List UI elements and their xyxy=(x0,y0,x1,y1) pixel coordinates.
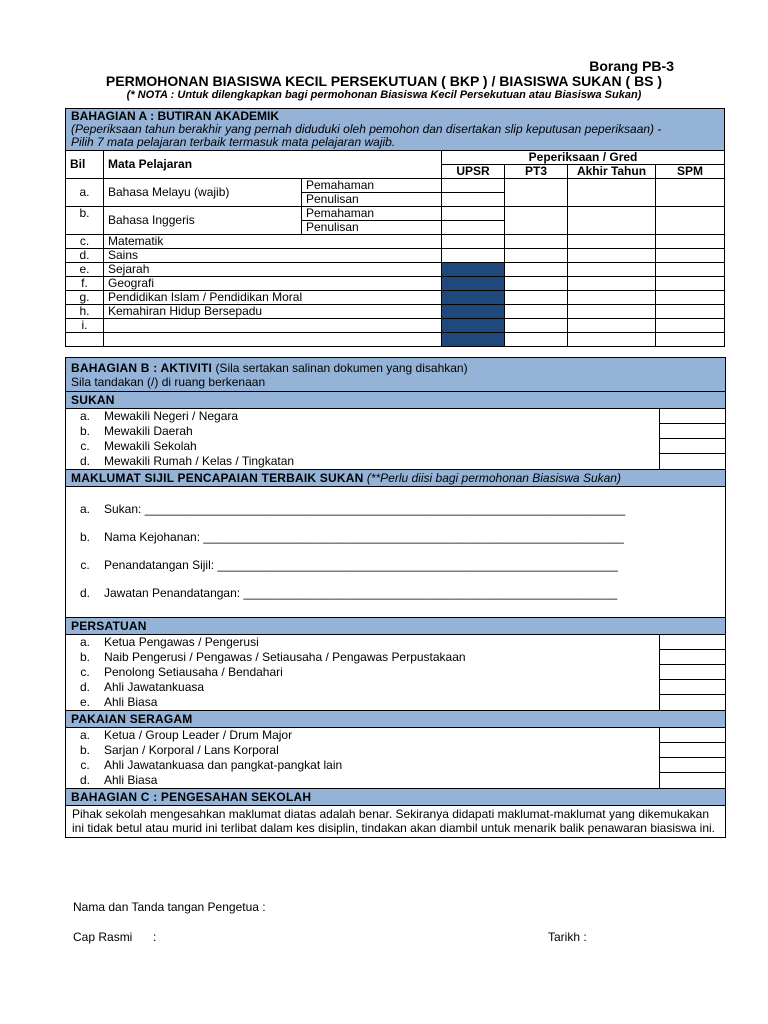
kejohanan-field[interactable]: Nama Kejohanan: _______________________________________________________________ xyxy=(104,530,624,544)
checkbox-column xyxy=(659,728,725,788)
section-a-desc-2: Pilih 7 mata pelajaran terbaik termasuk mata pelajaran wajib. xyxy=(71,135,396,149)
table-row: d. Sains xyxy=(66,249,725,263)
penandatangan-field[interactable]: Penandatangan Sijil: ____________________________________________________________ xyxy=(104,558,618,572)
section-b-instruction: Sila tandakan (/) di ruang berkenaan xyxy=(71,375,266,389)
table-row: Penulisan xyxy=(66,193,725,207)
list-item: e. Ahli Biasa xyxy=(79,695,158,709)
list-item: b. Nama Kejohanan: _______________________________________________________________ xyxy=(79,530,624,544)
check-box[interactable] xyxy=(660,758,725,773)
check-box[interactable] xyxy=(660,454,725,468)
list-item: c. Penolong Setiausaha / Bendahari xyxy=(80,665,283,679)
table-row: c. Matematik xyxy=(66,235,725,249)
grade-cell[interactable] xyxy=(656,207,725,235)
list-item: a. Ketua Pengawas / Pengerusi xyxy=(79,635,259,649)
list-item: b. Sarjan / Korporal / Lans Korporal xyxy=(79,743,279,757)
pakaian-header: PAKAIAN SERAGAM xyxy=(66,711,725,728)
list-item: d. Mewakili Rumah / Kelas / Tingkatan xyxy=(79,454,295,468)
section-b-heading: BAHAGIAN B : AKTIVITI xyxy=(71,361,213,375)
subject-name: Geografi xyxy=(104,277,442,291)
subject-name: Matematik xyxy=(104,235,442,249)
subject-name: Bahasa Inggeris xyxy=(104,207,302,235)
activity-section xyxy=(65,357,726,838)
check-box[interactable] xyxy=(660,743,725,758)
col-exam: Peperiksaan / Gred xyxy=(442,151,725,165)
section-c-text: Pihak sekolah mengesahkan maklumat diatas adalah benar. Sekiranya didapati maklumat-maklumat yang dikemukakan ini tidak betul atau murid ini terlibat dalam kes disiplin, tindakan akan diambil untuk menarik balik penawaran biasiswa ini. xyxy=(72,807,716,835)
pakaian-list xyxy=(66,728,725,789)
list-item: a. Sukan: ________________________________________________________________________ xyxy=(79,502,626,516)
table-row: g. Pendidikan Islam / Pendidikan Moral xyxy=(66,291,725,305)
check-box[interactable] xyxy=(660,424,725,439)
sijil-list xyxy=(66,487,725,618)
academic-table xyxy=(65,108,725,347)
list-item: d. Ahli Biasa xyxy=(79,773,158,787)
col-subject: Mata Pelajaran xyxy=(104,151,442,179)
col-bil: Bil xyxy=(66,151,104,179)
section-b-note: (Sila sertakan salinan dokumen yang disahkan) xyxy=(215,361,468,375)
subject-name: Sejarah xyxy=(104,263,442,277)
table-row: i. xyxy=(66,319,725,333)
grade-cell[interactable] xyxy=(505,179,568,207)
table-row: f. Geografi xyxy=(66,277,725,291)
official-stamp-label: Cap Rasmi xyxy=(73,930,133,944)
persatuan-header: PERSATUAN xyxy=(66,618,725,635)
form-title: PERMOHONAN BIASISWA KECIL PERSEKUTUAN ( BKP ) / BIASISWA SUKAN ( BS ) xyxy=(105,73,663,89)
list-item: a. Mewakili Negeri / Negara xyxy=(79,409,239,423)
table-row: e. Sejarah xyxy=(66,263,725,277)
table-row: Penulisan xyxy=(66,221,725,235)
jawatan-field[interactable]: Jawatan Penandatangan: ________________________________________________________ xyxy=(104,586,618,600)
check-box[interactable] xyxy=(660,728,725,743)
subject-name[interactable] xyxy=(104,319,442,333)
section-b-header xyxy=(66,358,725,392)
col-upsr: UPSR xyxy=(442,165,505,179)
checkbox-column xyxy=(659,635,725,710)
sijil-header: MAKLUMAT SIJIL PENCAPAIAN TERBAIK SUKAN (**Perlu diisi bagi permohonan Biasiswa Sukan) xyxy=(66,470,725,487)
subject-name: Kemahiran Hidup Bersepadu xyxy=(104,305,442,319)
list-item: c. Mewakili Sekolah xyxy=(80,439,197,453)
list-item: b. Naib Pengerusi / Pengawas / Setiausaha / Pengawas Perpustakaan xyxy=(79,650,466,664)
subject-name: Sains xyxy=(104,249,442,263)
subject-name[interactable] xyxy=(104,333,442,347)
grade-cell[interactable] xyxy=(656,179,725,207)
col-pt3: PT3 xyxy=(505,165,568,179)
table-row xyxy=(66,333,725,347)
check-box[interactable] xyxy=(660,695,725,709)
list-item: d. Ahli Jawatankuasa xyxy=(79,680,205,694)
grade-cell[interactable] xyxy=(505,207,568,235)
form-note: (* NOTA : Untuk dilengkapkan bagi permohonan Biasiswa Kecil Persekutuan atau Biasiswa Sukan) xyxy=(126,89,642,101)
col-spm: SPM xyxy=(656,165,725,179)
grade-cell[interactable] xyxy=(442,207,505,221)
section-a-heading: BAHAGIAN A : BUTIRAN AKADEMIK xyxy=(71,109,279,123)
grade-cell[interactable] xyxy=(442,193,505,207)
list-item: b. Mewakili Daerah xyxy=(79,424,193,438)
subject-name: Pendidikan Islam / Pendidikan Moral xyxy=(104,291,442,305)
list-item: c. Penandatangan Sijil: ____________________________________________________________ xyxy=(80,558,618,572)
section-c-header: BAHAGIAN C : PENGESAHAN SEKOLAH xyxy=(66,789,725,806)
form-code: Borang PB-3 xyxy=(589,58,674,74)
check-box[interactable] xyxy=(660,665,725,680)
sukan-list xyxy=(66,409,725,470)
date-label: Tarikh : xyxy=(548,930,587,944)
section-a-desc-1: (Peperiksaan tahun berakhir yang pernah diduduki oleh pemohon dan disertakan slip keputusan peperiksaan) - xyxy=(71,122,662,136)
check-box[interactable] xyxy=(660,409,725,424)
check-box[interactable] xyxy=(660,439,725,454)
grade-cell[interactable] xyxy=(568,179,656,207)
list-item: d. Jawatan Penandatangan: ________________________________________________________ xyxy=(79,586,618,600)
table-row: b. Bahasa Inggeris Pemahaman xyxy=(66,207,725,221)
sukan-field[interactable]: Sukan: ________________________________________________________________________ xyxy=(104,502,626,516)
list-item: c. Ahli Jawatankuasa dan pangkat-pangkat lain xyxy=(80,758,343,772)
check-box[interactable] xyxy=(660,680,725,695)
subject-name: Bahasa Melayu (wajib) xyxy=(104,179,302,207)
col-akhir-tahun: Akhir Tahun xyxy=(568,165,656,179)
sukan-header: SUKAN xyxy=(66,392,725,409)
persatuan-list xyxy=(66,635,725,711)
table-row: a. Bahasa Melayu (wajib) Pemahaman xyxy=(66,179,725,193)
official-stamp-colon: : xyxy=(153,930,157,944)
table-row: h. Kemahiran Hidup Bersepadu xyxy=(66,305,725,319)
grade-cell[interactable] xyxy=(442,221,505,235)
grade-cell[interactable] xyxy=(568,207,656,235)
grade-cell[interactable] xyxy=(442,179,505,193)
check-box[interactable] xyxy=(660,650,725,665)
checkbox-column xyxy=(659,409,725,469)
principal-signature-label: Nama dan Tanda tangan Pengetua : xyxy=(73,900,266,914)
check-box[interactable] xyxy=(660,635,725,650)
check-box[interactable] xyxy=(660,773,725,787)
list-item: a. Ketua / Group Leader / Drum Major xyxy=(79,728,293,742)
